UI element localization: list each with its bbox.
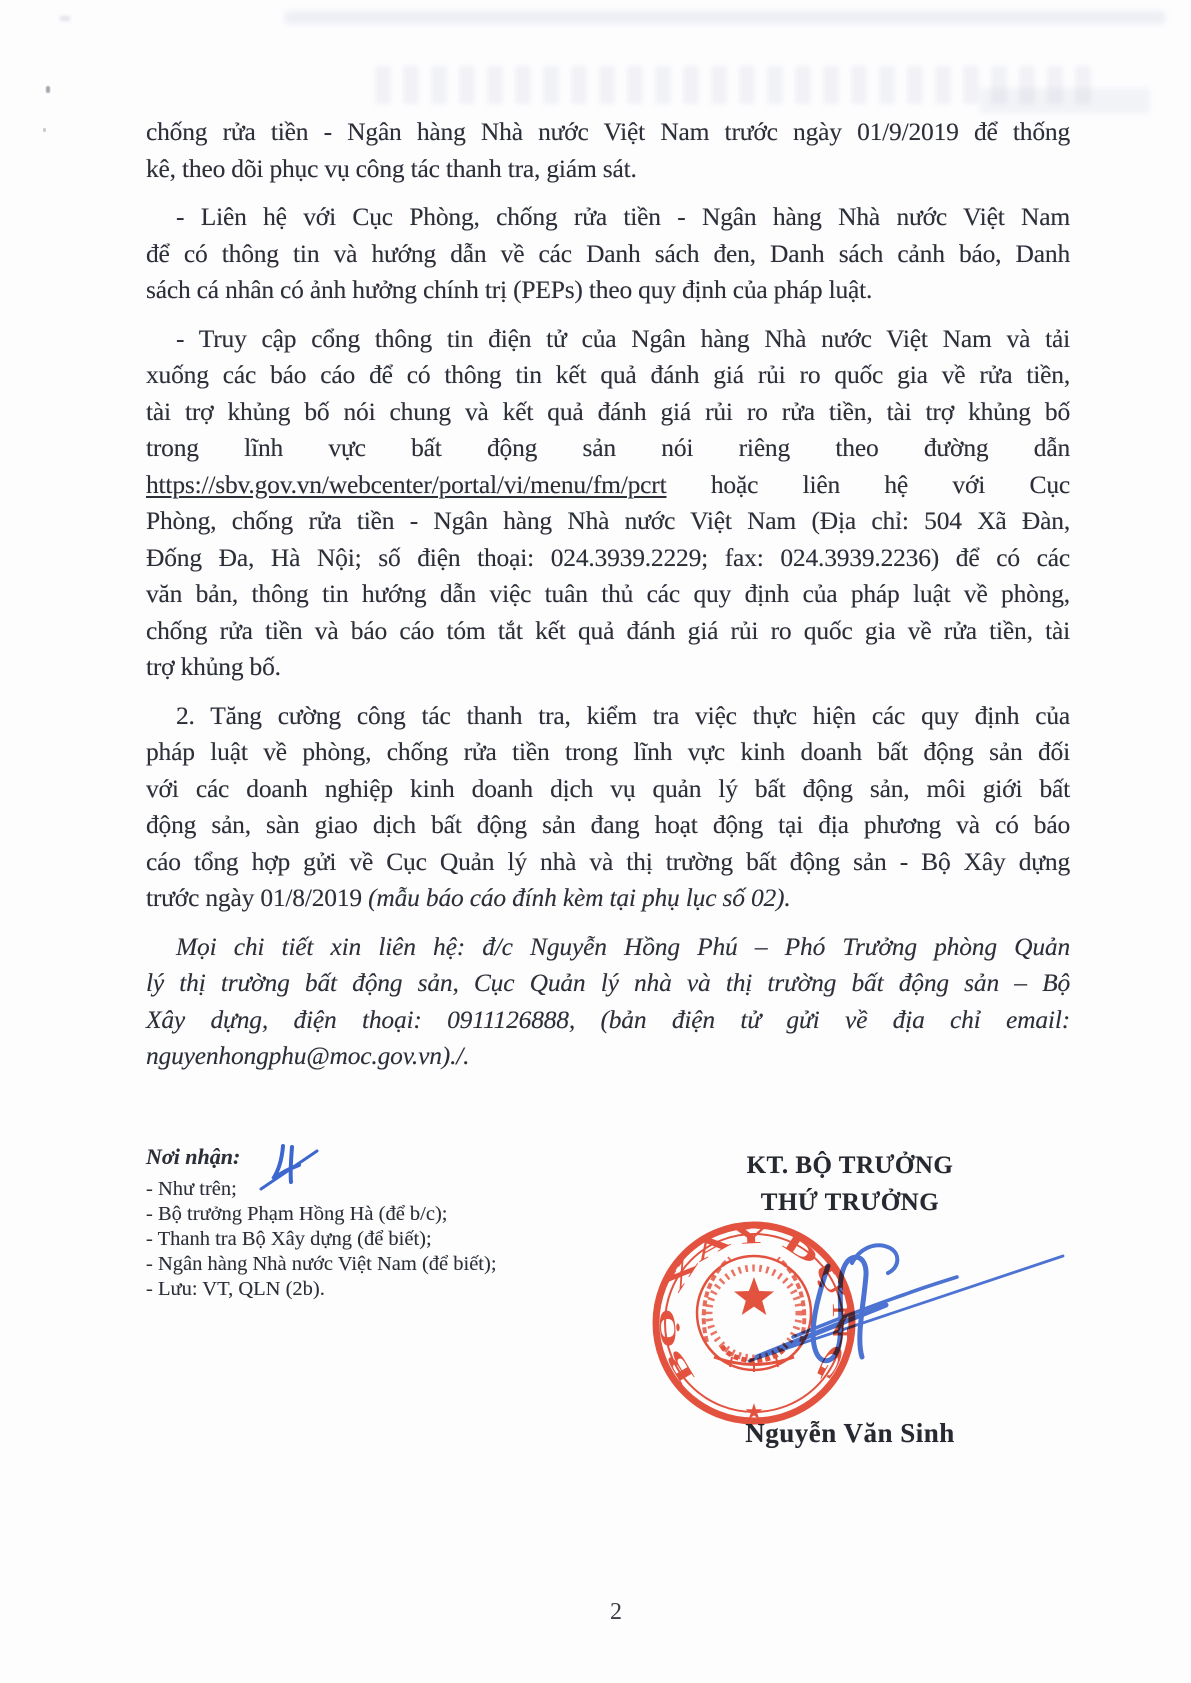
recipient-item: - Bộ trưởng Phạm Hồng Hà (để b/c); xyxy=(146,1203,448,1225)
text-line: cáo tổng hợp gửi về Cục Quản lý nhà và thị trường bất động sản - Bộ Xây dựng xyxy=(146,846,1070,876)
text-line: để có thông tin và hướng dẫn về các Danh sách đen, Danh sách cảnh báo, Danh xyxy=(146,238,1070,268)
paragraph xyxy=(146,321,1070,686)
text-line: trong lĩnh vực bất động sản nói riêng theo đường dẫn xyxy=(146,433,1070,462)
scan-artifact-ghost-text xyxy=(375,66,1095,104)
text-line: động sản, sàn giao dịch bất động sản đang hoạt động tại địa phương và có báo xyxy=(146,810,1070,839)
text-line: chống rửa tiền và báo cáo tóm tắt kết quả đánh giá rủi ro quốc gia về rửa tiền, tài xyxy=(146,615,1070,645)
text-line: với các doanh nghiệp kinh doanh dịch vụ quản lý bất động sản, môi giới bất xyxy=(146,773,1070,803)
text-line xyxy=(146,880,1070,917)
sbv-portal-link[interactable]: https://sbv.gov.vn/webcenter/portal/vi/menu/fm/pcrt xyxy=(146,469,667,499)
text-line: Đống Đa, Hà Nội; số điện thoại: 024.3939.2229; fax: 024.3939.2236) để có các xyxy=(146,542,1070,572)
signer-name: Nguyễn Văn Sinh xyxy=(745,1418,955,1448)
paragraph xyxy=(146,114,1070,187)
ministry-seal-icon xyxy=(654,1222,853,1424)
scan-artifact-speck xyxy=(60,16,70,21)
text-line: Phòng, chống rửa tiền - Ngân hàng Nhà nước Việt Nam (Địa chỉ: 504 Xã Đàn, xyxy=(146,506,1070,535)
recipients-heading: Nơi nhận: xyxy=(146,1144,241,1169)
paragraph xyxy=(146,698,1070,917)
text-line: 2. Tăng cường công tác thanh tra, kiểm tra việc thực hiện các quy định của xyxy=(176,700,1070,730)
text-line: tài trợ khủng bố nói chung và kết quả đánh giá rủi ro rửa tiền, tài trợ khủng bố xyxy=(146,396,1070,426)
text-line: văn bản, thông tin hướng dẫn việc tuân thủ các quy định của pháp luật về phòng, xyxy=(146,579,1070,608)
scan-artifact-ghost-text xyxy=(980,88,1150,114)
signer-authority: KT. BỘ TRƯỞNG xyxy=(746,1152,954,1179)
scan-artifact-speck xyxy=(43,128,46,132)
page-number: 2 xyxy=(610,1599,622,1625)
text-line: nguyenhongphu@moc.gov.vn)./. xyxy=(146,1041,470,1070)
text-line: Xây dựng, điện thoại: 0911126888, (bản điện tử gửi về địa chỉ email: xyxy=(146,1004,1070,1034)
scan-artifact-band xyxy=(285,11,1165,24)
recipient-item: - Ngân hàng Nhà nước Việt Nam (để biết); xyxy=(146,1253,497,1275)
text-segment: trước ngày 01/8/2019 xyxy=(146,883,369,912)
seal-bottom-star-icon: ★ xyxy=(744,1399,764,1424)
signer-title: THỨ TRƯỞNG xyxy=(760,1189,940,1216)
paragraph xyxy=(146,929,1070,1075)
text-line: lý thị trường bất động sản, Cục Quản lý nhà và thị trường bất động sản – Bộ xyxy=(146,968,1070,997)
paragraph xyxy=(146,199,1070,309)
recipients-block xyxy=(146,1144,576,1302)
emblem-star xyxy=(734,1277,774,1315)
text-line: sách cá nhân có ảnh hưởng chính trị (PEPs) theo quy định của pháp luật. xyxy=(146,275,873,304)
text-line: Mọi chi tiết xin liên hệ: đ/c Nguyễn Hồng Phú – Phó Trưởng phòng Quản xyxy=(176,931,1070,961)
text-line: - Liên hệ với Cục Phòng, chống rửa tiền - Ngân hàng Nhà nước Việt Nam xyxy=(176,202,1070,231)
text-line: pháp luật về phòng, chống rửa tiền trong lĩnh vực kinh doanh bất động sản đối xyxy=(146,737,1070,766)
text-line: - Truy cập cổng thông tin điện tử của Ngân hàng Nhà nước Việt Nam và tải xyxy=(176,323,1070,353)
recipient-item: - Như trên; xyxy=(146,1178,237,1200)
recipient-item: - Thanh tra Bộ Xây dựng (để biết); xyxy=(146,1228,432,1250)
text-line: kê, theo dõi phục vụ công tác thanh tra, giám sát. xyxy=(146,153,637,183)
seal-ring-text: BỘ XÂY DỰNG xyxy=(655,1223,853,1388)
recipients-list xyxy=(146,1177,576,1302)
signature-ink xyxy=(749,1245,1063,1361)
text-segment: (mẫu báo cáo đính kèm tại phụ lục số 02). xyxy=(368,883,791,912)
text-line: chống rửa tiền - Ngân hàng Nhà nước Việt Nam trước ngày 01/9/2019 để thống xyxy=(146,117,1070,146)
text-segment: hoặc liên hệ với Cục xyxy=(666,469,1070,499)
document-body xyxy=(146,114,1070,1075)
text-line: xuống các báo cáo để có thông tin kết quả đánh giá rủi ro quốc gia về rửa tiền, xyxy=(146,360,1070,389)
text-line: trợ khủng bố. xyxy=(146,652,281,681)
text-line xyxy=(146,467,1070,504)
scan-artifact-speck xyxy=(46,86,50,93)
signature-block xyxy=(620,1147,1080,1221)
recipient-item: - Lưu: VT, QLN (2b). xyxy=(146,1278,325,1300)
svg-text:BỘ XÂY DỰNG xyxy=(654,1222,853,1388)
